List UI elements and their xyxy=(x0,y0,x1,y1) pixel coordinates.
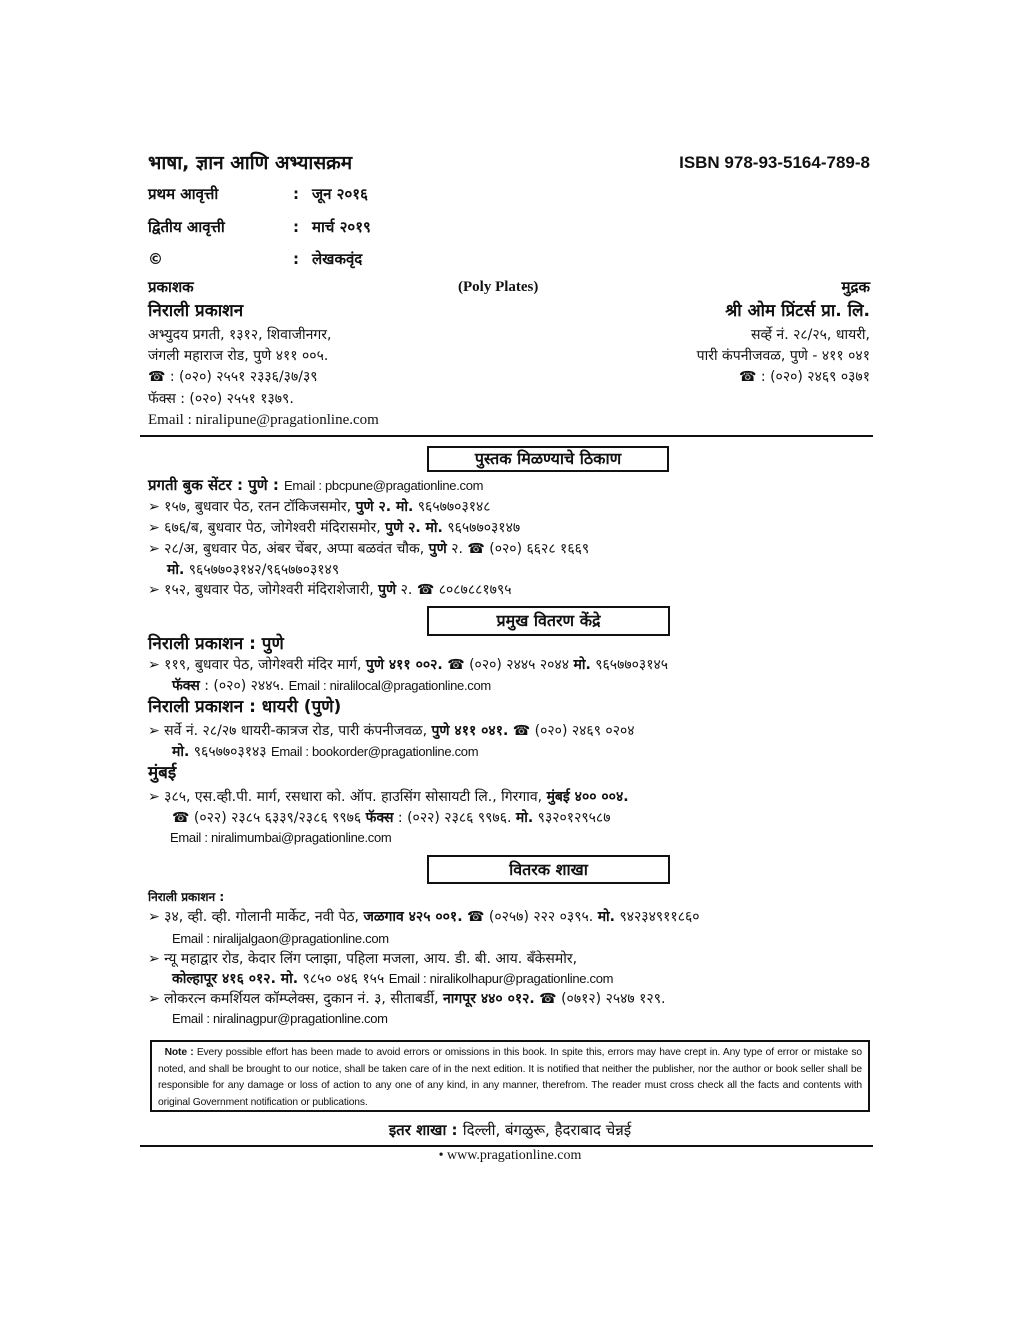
text: ९६५७७०३१४७ xyxy=(442,520,521,536)
text: ९८५० ०४६ १५५ xyxy=(298,971,389,987)
text: ९४२३४९११८६० xyxy=(615,909,700,925)
pragati-heading xyxy=(148,475,483,495)
branch-heading-dhayari xyxy=(148,695,341,719)
bold-text: मो. xyxy=(573,657,591,673)
text: ➢ न्यू महाद्वार रोड, केदार लिंग प्लाझा, पहिला मजला, आय. डी. बी. आय. बँकेसमोर, xyxy=(148,951,578,967)
copyright-label: © xyxy=(148,250,163,268)
bold-text: प्रगती बुक सेंटर : xyxy=(148,476,249,494)
bold-text: मुंबई ४०० ००४. xyxy=(546,789,629,805)
list-item xyxy=(148,907,700,927)
website-link[interactable]: • www.pragationline.com xyxy=(438,1148,582,1163)
text: ☎ (०७१२) २५४७ १२९. xyxy=(534,991,666,1007)
text: २. ☎ (०२०) ६६२८ १६६९ xyxy=(446,541,590,557)
text: ☎ (०२०) २४६९ ०२०४ xyxy=(508,723,635,739)
text: दिल्ली, बंगळुरू, हैदराबाद चेन्नई xyxy=(462,1121,632,1139)
text: ➢ १५७, बुधवार पेठ, रतन टॉकिजसमोर, xyxy=(148,499,356,515)
printer-role: मुद्रक xyxy=(841,278,870,296)
isbn: ISBN 978-93-5164-789-8 xyxy=(679,153,870,172)
printer-name: श्री ओम प्रिंटर्स प्रा. लि. xyxy=(725,301,870,321)
list-item xyxy=(148,787,629,807)
list-item xyxy=(148,949,577,969)
bold-text: फॅक्स xyxy=(365,810,394,826)
section-heading-distribution: प्रमुख वितरण केंद्रे xyxy=(427,606,670,636)
text: ➢ ३४, व्ही. व्ही. गोलानी मार्केट, नवी पेठ, xyxy=(148,909,364,925)
text: ➢ १५२, बुधवार पेठ, जोगेश्वरी मंदिराशेजारी, xyxy=(148,582,379,598)
edition-value: मार्च २०१९ xyxy=(312,218,371,236)
list-item xyxy=(148,497,491,517)
text: ☎ (०२२) २३८५ ६३३९/२३८६ ९९७६ xyxy=(172,810,366,826)
text: ➢ ६७६/ब, बुधवार पेठ, जोगेश्वरी मंदिरासमोर, xyxy=(148,520,386,536)
list-item xyxy=(148,580,512,600)
text: ☎ (०२५७) २२२ ०३९५. xyxy=(462,909,598,925)
text: ९६५७७०३१४८ xyxy=(413,499,491,515)
list-item xyxy=(148,518,520,538)
text: ९६५७७०३१४२/९६५७७०३१४९ xyxy=(184,562,340,578)
text: ९३२०१२९५८७ xyxy=(533,810,611,826)
book-title: भाषा, ज्ञान आणि अभ्यासक्रम xyxy=(148,152,353,174)
publisher-name: निराली प्रकाशन xyxy=(148,301,244,321)
list-item-cont xyxy=(172,676,491,696)
list-item-cont xyxy=(170,828,391,848)
list-item-cont xyxy=(172,929,389,949)
text: ➢ सर्वे नं. २८/२७ धायरी-कात्रज रोड, पारी कंपनीजवळ, xyxy=(148,723,432,739)
branch-heading-nirali xyxy=(148,887,224,907)
publisher-fax: फॅक्स : (०२०) २५५१ १३७९. xyxy=(148,391,294,407)
plates-label: (Poly Plates) xyxy=(458,279,539,295)
text: ☎ (०२०) २४४५ २०४४ xyxy=(442,657,574,673)
list-item-cont xyxy=(172,1009,388,1029)
copyright-value: लेखकवृंद xyxy=(312,250,363,268)
bold-text: नागपूर ४४० ०१२. xyxy=(443,991,535,1007)
list-item-cont xyxy=(172,742,478,762)
text: ➢ लोकरत्न कमर्शियल कॉम्प्लेक्स, दुकान नं. ३, सीताबर्डी, xyxy=(148,991,444,1007)
edition-sep: : xyxy=(293,218,299,236)
email-text: Email : niralijalgaon@pragationline.com xyxy=(172,931,389,946)
edition-sep: : xyxy=(293,250,299,268)
email-text: Email : pbcpune@pragationline.com xyxy=(284,478,484,493)
bold-text: फॅक्स xyxy=(172,678,200,694)
section-heading-branch: वितरक शाखा xyxy=(427,855,670,884)
printer-address: पारी कंपनीजवळ, पुणे - ४११ ०४१ xyxy=(696,348,870,364)
text: ९६५७७०३१४५ xyxy=(590,657,669,673)
edition-label: प्रथम आवृत्ती xyxy=(148,185,219,203)
printer-phone: ☎ : (०२०) २४६९ ०३७१ xyxy=(739,369,870,385)
branch-heading-pune xyxy=(148,632,284,656)
list-item-cont xyxy=(172,969,613,989)
bold-text: कोल्हापूर ४१६ ०१२. मो. xyxy=(172,971,299,987)
bold-text: पुणे xyxy=(378,582,397,598)
note-label: Note : xyxy=(164,1047,194,1058)
list-item xyxy=(148,655,668,675)
disclaimer-note xyxy=(150,1040,870,1112)
text: २. ☎ ८०८७८८१७९५ xyxy=(396,582,512,598)
list-item xyxy=(148,989,665,1009)
list-item xyxy=(148,721,635,741)
bold-text: पुणे २. मो. xyxy=(385,520,443,536)
bold-text: पुणे ४११ ००२. xyxy=(365,657,443,673)
text: ➢ ११९, बुधवार पेठ, जोगेश्वरी मंदिर मार्ग, xyxy=(148,657,366,673)
bold-text: मो. xyxy=(172,744,190,760)
text: ➢ ३८५, एस.व्ही.पी. मार्ग, रसधारा को. ऑप. हाउसिंग सोसायटी लि., गिरगाव, xyxy=(148,789,547,805)
bold-text: पुणे : xyxy=(248,476,285,494)
bold-text: निराली प्रकाशन : पुणे xyxy=(148,634,284,654)
branch-heading-mumbai xyxy=(148,761,176,785)
text: ➢ २८/अ, बुधवार पेठ, अंबर चेंबर, अप्पा बळवंत चौक, xyxy=(148,541,429,557)
list-item xyxy=(148,539,589,559)
bold-text: इतर शाखा : xyxy=(388,1121,463,1139)
printer-address: सर्व्हे नं. २८/२५, धायरी, xyxy=(751,327,870,343)
bold-text: मो. xyxy=(515,810,534,826)
text: ९६५७७०३१४३ xyxy=(189,744,272,760)
list-item-cont xyxy=(167,560,339,580)
text: : (०२२) २३८६ ९९७६. xyxy=(393,810,516,826)
bold-text: मो. xyxy=(167,562,185,578)
bold-text: पुणे ४११ ०४१. xyxy=(431,723,509,739)
bold-text: पुणे २. मो. xyxy=(355,499,414,515)
other-branches xyxy=(0,1120,1020,1140)
publisher-address: जंगली महाराज रोड, पुणे ४११ ००५. xyxy=(148,348,329,364)
publisher-phone: ☎ : (०२०) २५५१ २३३६/३७/३९ xyxy=(148,369,318,385)
bold-text: मो. xyxy=(597,909,616,925)
bold-text: जळगाव ४२५ ००१. xyxy=(363,909,463,925)
bold-text: पुणे xyxy=(428,541,447,557)
edition-sep: : xyxy=(293,185,299,203)
bold-text: मुंबई xyxy=(148,763,177,783)
email-text: Email : bookorder@pragationline.com xyxy=(271,744,479,759)
divider xyxy=(140,435,873,437)
edition-value: जून २०१६ xyxy=(312,185,368,203)
email-text: Email : niralinagpur@pragationline.com xyxy=(172,1011,388,1026)
bold-text: निराली प्रकाशन : xyxy=(148,890,225,904)
list-item-cont xyxy=(172,808,610,828)
publisher-role: प्रकाशक xyxy=(148,278,194,296)
text: : (०२०) २४४५. xyxy=(199,678,289,694)
note-text: Every possible effort has been made to avoid errors or omissions in this book. In spite this, errors may have crept in. Any type of error or mistake so noted, and shall be brought to our notice, shall be taken care of in the next edition. It is notified that neither the publisher, nor the author or book seller shall be responsible for any damage or loss of action to any one of any kind, in any manner, therefrom. The reader must cross check all the facts and contents with original Government notification or publications. xyxy=(158,1047,862,1108)
publisher-email: Email : niralipune@pragationline.com xyxy=(148,412,379,428)
bold-text: निराली प्रकाशन : धायरी (पुणे) xyxy=(148,697,342,717)
publisher-address: अभ्युदय प्रगती, १३१२, शिवाजीनगर, xyxy=(148,327,332,343)
email-text: Email : niralilocal@pragationline.com xyxy=(288,678,491,693)
email-text: Email : niralikolhapur@pragationline.com xyxy=(388,971,614,986)
email-text: Email : niralimumbai@pragationline.com xyxy=(170,830,392,845)
edition-label: द्वितीय आवृत्ती xyxy=(148,218,225,236)
section-heading-where-to-get: पुस्तक मिळण्याचे ठिकाण xyxy=(427,446,669,472)
